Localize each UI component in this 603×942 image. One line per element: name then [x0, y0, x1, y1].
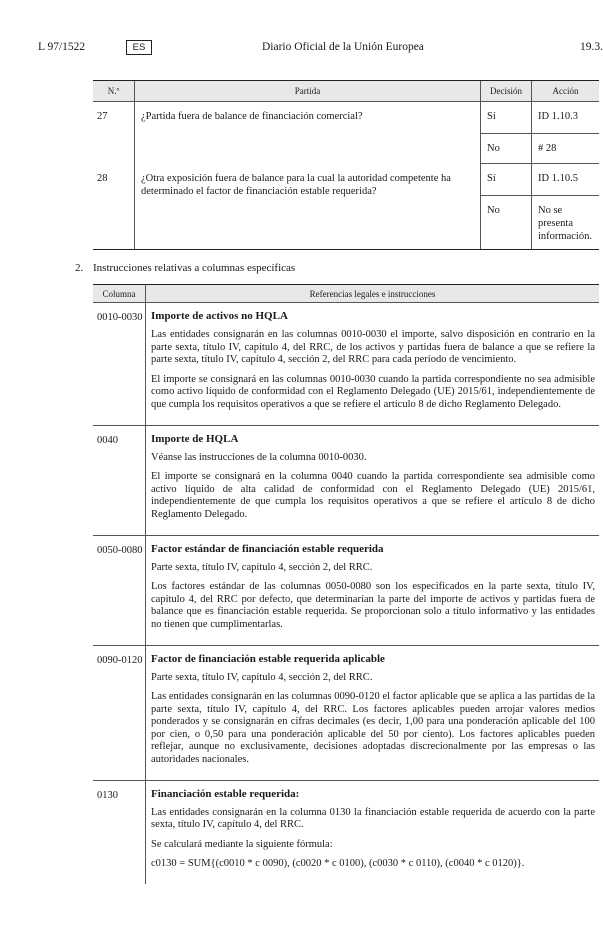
table-row	[93, 425, 599, 535]
row-decision: No	[481, 134, 532, 164]
column-code: 0010-0030	[93, 303, 146, 426]
instruction-cell	[146, 425, 600, 535]
instruction-paragraph: Los factores estándar de las columnas 0050-0080 son los especificados en la parte sexta, título IV, capítulo 4, del RRC por defecto, que determinarían la parte del importe de activos y partidas fuera de balance que es financiación estable requerida. Se proporcionan solo a título informativo y las entidades no tienen que cumplimentarlas.	[151, 581, 595, 630]
instruction-title: Financiación estable requerida:	[151, 787, 300, 800]
instruction-paragraph: Las entidades consignarán en las columnas 0090-0120 el factor aplicable que se aplica a las partidas de la parte sexta, título IV, capítulo 4, del RRC. Los factores aplicables pueden arrojar valores medios ponderados y se consignarán en cifras decimales (es decir, 1,00 para una ponderación aplicable del 100 por cien, o 0,50 para una ponderación aplicable del 50 por ciento). Los factores aplicables pueden reflejar, aunque no exclusivamente, decisiones adoptadas discrecionalmente por las empresas o las autoridades nacionales.	[151, 691, 595, 766]
instruction-paragraph: El importe se consignará en las columnas 0010-0030 cuando la partida correspondiente no sea admisible como activo líquido de conformidad con el Reglamento Delegado (UE) 2015/61, independientemente de que cumpla los requisitos operativos a que se refiere el artículo 8 de dicho Reglamento Delegado.	[151, 373, 595, 410]
header-decision: Decisión	[481, 81, 532, 102]
row-decision: Sí	[481, 102, 532, 134]
instruction-paragraph: Las entidades consignarán en las columnas 0010-0030 el importe, salvo disposición en contrario en la parte sexta, título IV, capítulo 4, del RRC, de los activos y partidas fuera de balance a que se refiere la parte sexta, título IV, capítulo 4, sección 2, del RRC para cada período de vencimiento.	[151, 329, 595, 366]
header-action: Acción	[532, 81, 600, 102]
table-row	[93, 102, 599, 134]
row-action: ID 1.10.3	[532, 102, 600, 134]
section-title: Instrucciones relativas a columnas específicas	[93, 262, 296, 274]
column-code: 0040	[93, 425, 146, 535]
row-decision: No	[481, 196, 532, 250]
header-column: Columna	[93, 285, 146, 303]
table-row	[93, 164, 599, 196]
columns-table-header	[93, 285, 599, 303]
instruction-paragraph: Parte sexta, título IV, capítulo 4, sección 2, del RRC.	[151, 561, 373, 573]
row-action: No se presenta información.	[532, 196, 600, 250]
header-number: N.º	[93, 81, 135, 102]
columns-table	[93, 284, 599, 884]
decision-table-header	[93, 81, 599, 102]
instruction-cell	[146, 645, 600, 780]
formula: c0130 = SUM{(c0010 * c 0090), (c0020 * c 0100), (c0030 * c 0110), (c0040 * c 0120)}.	[151, 858, 525, 870]
instruction-title: Factor de financiación estable requerida aplicable	[151, 652, 385, 665]
instruction-paragraph: Parte sexta, título IV, capítulo 4, sección 2, del RRC.	[151, 671, 373, 683]
table-row	[93, 780, 599, 884]
instruction-paragraph: Se calculará mediante la siguiente fórmula:	[151, 838, 333, 850]
row-action: # 28	[532, 134, 600, 164]
table-row	[93, 645, 599, 780]
instruction-paragraph: Las entidades consignarán en la columna 0130 la financiación estable requerida de acuerdo con la parte sexta, título IV, capítulo 4, del RRC.	[151, 806, 595, 831]
language-badge: ES	[126, 40, 152, 55]
instruction-cell	[146, 303, 600, 426]
header-references: Referencias legales e instrucciones	[146, 285, 600, 303]
header-item: Partida	[135, 81, 481, 102]
column-code: 0130	[93, 780, 146, 884]
page-header	[0, 38, 603, 58]
instruction-cell	[146, 780, 600, 884]
instruction-title: Factor estándar de financiación estable requerida	[151, 542, 384, 555]
row-number: 28	[93, 164, 135, 250]
table-row	[93, 303, 599, 426]
row-decision: Sí	[481, 164, 532, 196]
table-row	[93, 535, 599, 645]
row-item: ¿Partida fuera de balance de financiación comercial?	[135, 102, 481, 164]
column-code: 0090-0120	[93, 645, 146, 780]
instruction-title: Importe de activos no HQLA	[151, 310, 288, 322]
instruction-cell	[146, 535, 600, 645]
journal-title: Diario Oficial de la Unión Europea	[262, 41, 424, 53]
decision-table	[93, 80, 599, 250]
column-code: 0050-0080	[93, 535, 146, 645]
row-number: 27	[97, 111, 108, 122]
publication-date: 19.3.	[580, 41, 603, 53]
instruction-paragraph: Véanse las instrucciones de la columna 0010-0030.	[151, 451, 367, 463]
section-number: 2.	[75, 262, 84, 274]
instruction-paragraph: El importe se consignará en la columna 0040 cuando la partida correspondiente sea admisible como activo líquido de alta calidad de conformidad con el Reglamento Delegado (UE) 2015/61, independientemente de que cumpla los requisitos operativos a que se refiere el artículo 8 de dicho Reglamento Delegado.	[151, 471, 595, 520]
journal-reference: L 97/1522	[38, 41, 86, 53]
row-item: ¿Otra exposición fuera de balance para la cual la autoridad competente ha determinado el factor de financiación estable requerida?	[135, 164, 481, 250]
row-action: ID 1.10.5	[532, 164, 600, 196]
instruction-title: Importe de HQLA	[151, 432, 239, 445]
